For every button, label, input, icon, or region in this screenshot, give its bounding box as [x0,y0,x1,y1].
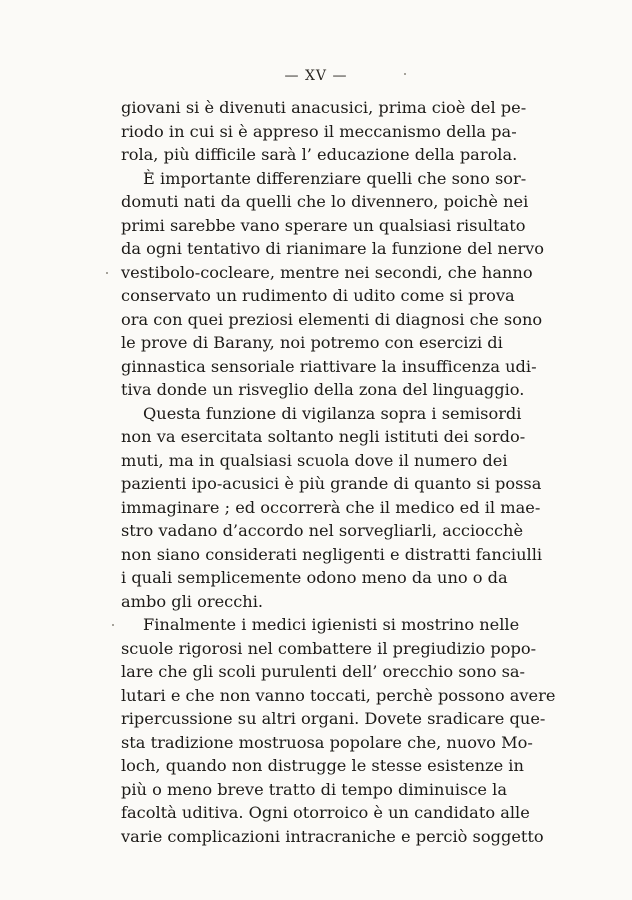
body-text [121,96,556,848]
text-line: ambo gli orecchi. [121,591,264,611]
page-number-header: — XV — [284,68,348,84]
text-line: ginnastica sensoriale riattivare la insufficenza udi- [121,356,537,376]
text-line: Finalmente i medici igienisti si mostrino nelle [143,615,520,634]
text-line: da ogni tentativo di rianimare la funzione del nervo [121,239,545,258]
text-line: pazienti ipo-acusici è più grande di quanto si possa [121,474,542,493]
text-line: stro vadano d’accordo nel sorvegliarli, acciocchè [121,521,524,540]
text-line: rola, più difficile sarà l’ educazione della parola. [121,145,518,164]
text-line: loch, quando non distrugge le stesse esistenze in [121,756,524,775]
print-speck [404,73,406,75]
text-line: sta tradizione mostruosa popolare che, nuovo Mo- [121,732,533,752]
text-line: domuti nati da quelli che lo divennero, poichè nei [121,192,529,211]
text-line: non siano considerati negligenti e distratti fanciulli [121,544,543,564]
text-line: lare che gli scoli purulenti dell’ orecchio sono sa- [121,662,526,681]
text-line: tiva donde un risveglio della zona del linguaggio. [121,380,525,399]
text-line: lutari e che non vanno toccati, perchè possono avere [121,685,556,705]
text-line: primi sarebbe vano sperare un qualsiasi risultato [121,215,526,235]
text-line: facoltà uditiva. Ogni otorroico è un candidato alle [121,803,530,822]
text-line: più o meno breve tratto di tempo diminuisce la [121,779,507,799]
text-line: vestibolo-cocleare, mentre nei secondi, che hanno [121,262,533,282]
text-line: i quali semplicemente odono meno da uno o da [121,568,508,587]
text-line: scuole rigorosi nel combattere il pregiudizio popo- [121,638,537,658]
text-line: non va esercitata soltanto negli istituti dei sordo- [121,427,526,446]
print-speck [106,272,108,274]
text-line: ripercussione su altri organi. Dovete sradicare que- [121,709,546,728]
text-line: immaginare ; ed occorrerà che il medico ed il mae- [121,497,541,517]
text-line: conservato un rudimento di udito come si prova [121,286,515,305]
text-line: giovani si è divenuti anacusici, prima cioè del pe- [121,98,527,117]
text-line: riodo in cui si è appreso il meccanismo della pa- [121,121,517,141]
text-line: le prove di Barany, noi potremo con esercizi di [121,333,503,352]
text-line: È importante differenziare quelli che sono sor- [143,168,527,188]
text-line: ora con quei preziosi elementi di diagnosi che sono [121,309,543,329]
print-speck [112,624,114,626]
text-line: Questa funzione di vigilanza sopra i semisordi [143,403,522,423]
text-line: varie complicazioni intracraniche e perciò soggetto [121,826,544,846]
text-line: muti, ma in qualsiasi scuola dove il numero dei [121,450,508,470]
